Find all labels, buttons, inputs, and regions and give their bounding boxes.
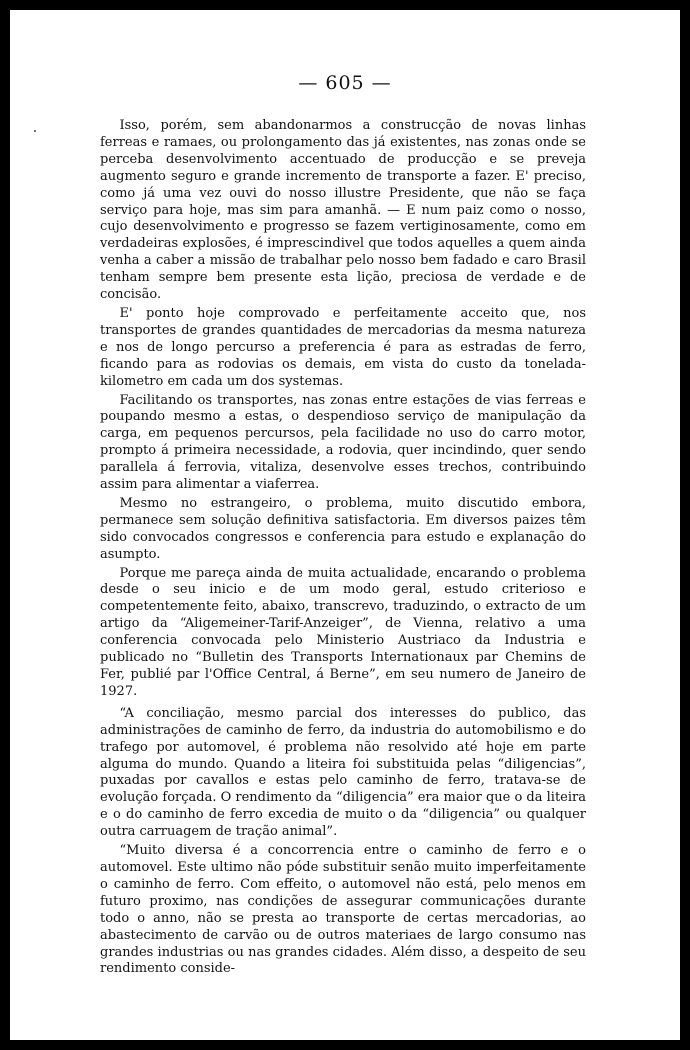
paragraph-5: Porque me pareça ainda de muita actualidade, encarando o problema desde o seu inicio e de um modo geral, estudo criterioso e competentemente feito, abaixo, transcrevo, traduzindo, o extracto de um artigo da “Aligemeiner-Tarif-Anzeiger”, de Vienna, relativo a uma conferencia convocada pelo Ministerio Austriaco da Industria e publicado no “Bulletin des Transports Internationaux par Chemins de Fer, publié par l'Office Central, á Berne”, em seu numero de Janeiro de 1927. — [100, 565, 586, 699]
paragraph-2: E' ponto hoje comprovado e perfeitamente acceito que, nos transportes de grandes quantidades de mercadorias da mesma natureza e nos de longo percurso a preferencia é para as estradas de ferro, ficando para as rodovias os demais, em vista do custo da tonelada-kilometro em cada um dos systemas. — [100, 305, 586, 389]
page-number: — 605 — — [298, 72, 392, 94]
book-page — [10, 10, 680, 1040]
stray-ink-mark — [34, 130, 36, 132]
paragraph-6-quotation: “A conciliação, mesmo parcial dos interesses do publico, das administrações de caminho de ferro, da industria do automobilismo e do trafego por automovel, é problema não resolvido até hoje em parte alguma do mundo. Quando a liteira foi substituida pelas “diligencias”, puxadas por cavallos e estas pelo caminho de ferro, tratava-se de evolução forçada. O rendimento da “diligencia” era maior que o da liteira e o do caminho de ferro excedia de muito o da “diligencia” ou qualquer outra carruagem de tração animal”. — [100, 705, 586, 840]
body-text — [100, 118, 586, 978]
paragraph-3: Facilitando os transportes, nas zonas entre estações de vias ferreas e poupando mesmo a estas, o despendioso serviço de manipulação da carga, em pequenos percursos, pela facilidade no uso do carro motor, prompto á primeira necessidade, a rodovia, quer incindindo, quer sendo parallela á ferrovia, vitaliza, desenvolve esses trechos, contribuindo assim para alimentar a viaferrea. — [100, 392, 586, 493]
paragraph-1: Isso, porém, sem abandonarmos a construcção de novas linhas ferreas e ramaes, ou prolongamento das já existentes, nas zonas onde se perceba desenvolvimento accentuado de producção e se preveja augmento seguro e grande incremento de transporte a fazer. E' preciso, como já uma vez ouvi do nosso illustre Presidente, que não se faça serviço para hoje, mas sim para amanhã. — E num paiz como o nosso, cujo desenvolvimento e progresso se fazem vertiginosamente, como em verdadeiras explosões, é imprescindivel que todos aquelles a quem ainda venha a caber a missão de trabalhar pelo nosso bem fadado e caro Brasil tenham sempre bem presente esta lição, preciosa de verdade e de concisão. — [100, 118, 586, 303]
paragraph-7-quotation: “Muito diversa é a concorrencia entre o caminho de ferro e o automovel. Este ultimo não póde substituir senão muito imperfeitamente o caminho de ferro. Com effeito, o automovel não está, pelo menos em futuro proximo, nas condições de assegurar communicações durante todo o anno, não se presta ao transporte de certas mercadorias, ao abastecimento de carvão ou de outros materiaes de largo consumo nas grandes industrias ou nas grandes cidades. Além disso, a despeito de seu rendimento conside- — [100, 843, 586, 977]
paragraph-4: Mesmo no estrangeiro, o problema, muito discutido embora, permanece sem solução definitiva satisfactoria. Em diversos paizes têm sido convocados congressos e conferencia para estudo e explanação do asumpto. — [100, 495, 586, 562]
